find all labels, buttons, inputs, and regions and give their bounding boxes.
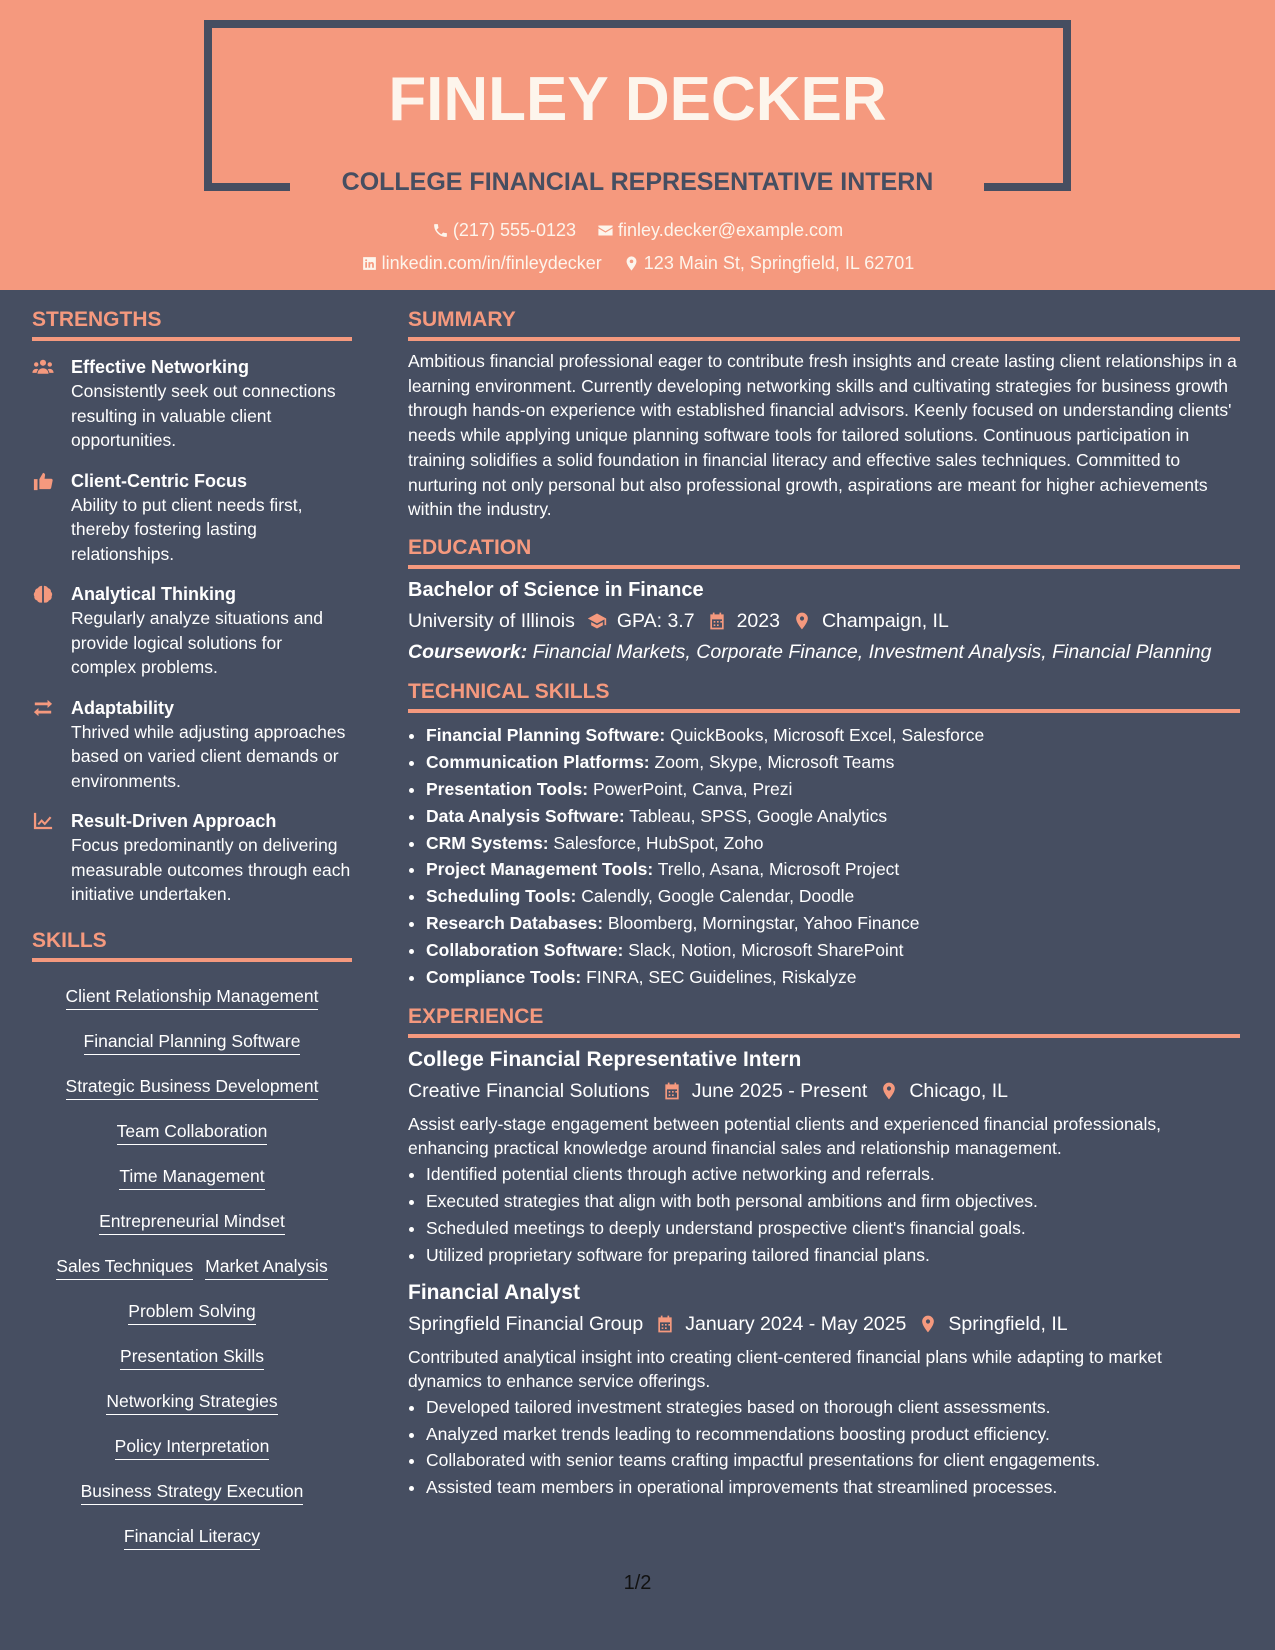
address-contact — [623, 253, 915, 274]
map-pin-icon — [623, 255, 640, 272]
technical-skill-label: Project Management Tools: — [426, 859, 654, 880]
strength-title: Client-Centric Focus — [71, 470, 248, 491]
technical-skill-label: Presentation Tools: — [426, 778, 589, 799]
skills-list — [32, 976, 352, 1561]
brain-icon — [32, 584, 56, 604]
skill-tag: Presentation Skills — [120, 1346, 264, 1370]
address-text: 123 Main St, Springfield, IL 62701 — [643, 253, 915, 273]
strength-title: Adaptability — [71, 697, 175, 718]
skill-tag: Financial Planning Software — [84, 1031, 301, 1055]
education-year — [707, 610, 780, 633]
skills-row — [32, 1066, 352, 1111]
technical-skill-label: Financial Planning Software: — [426, 724, 666, 745]
email-contact[interactable] — [597, 220, 843, 241]
location-text: Springfield, IL — [948, 1312, 1068, 1335]
technical-skill-item — [426, 964, 1240, 991]
skill-tag: Time Management — [119, 1166, 264, 1190]
exchange-icon — [32, 698, 56, 718]
education-school — [408, 610, 575, 633]
strength-item — [32, 696, 352, 794]
technical-skill-item — [426, 856, 1240, 883]
skills-row — [32, 1381, 352, 1426]
location-text: Chicago, IL — [909, 1079, 1008, 1102]
strength-desc: Ability to put client needs first, thereby fostering lasting relationships. — [71, 494, 303, 564]
job-dates — [655, 1313, 906, 1336]
strength-title: Analytical Thinking — [71, 584, 237, 604]
skill-tag: Policy Interpretation — [115, 1436, 270, 1460]
skills-row — [32, 1156, 352, 1201]
map-pin-icon — [879, 1081, 899, 1101]
technical-skill-label: Compliance Tools: — [426, 967, 582, 988]
job-title: College Financial Representative Intern — [408, 1047, 802, 1071]
job-bullet: • Collaborated with senior teams crafting impactful presentations for client engagements. — [426, 1447, 1240, 1474]
technical-skill-label: Scheduling Tools: — [426, 886, 577, 907]
strength-desc: Focus predominantly on delivering measurable outcomes through each initiative undertaken. — [71, 835, 351, 904]
technical-skill-item — [426, 937, 1240, 964]
contact-line-1 — [0, 220, 1275, 244]
contact-line-2 — [0, 253, 1275, 277]
education-location — [792, 610, 949, 633]
skills-row — [32, 1291, 352, 1336]
skills-heading: SKILLS — [32, 929, 352, 962]
job-bullet: • Utilized proprietary software for preparing tailored financial plans. — [426, 1242, 1240, 1269]
page-number: 1/2 — [623, 1572, 652, 1594]
school-text: University of Illinois — [408, 609, 575, 632]
gpa-text: GPA: 3.7 — [616, 609, 695, 632]
technical-skill-label: Data Analysis Software: — [426, 805, 625, 826]
technical-skill-item — [426, 803, 1240, 830]
job-bullet: • Scheduled meetings to deeply understand prospective client's financial goals. — [426, 1215, 1240, 1242]
experience-heading: EXPERIENCE — [408, 1005, 1240, 1038]
email-text: finley.decker@example.com — [618, 220, 844, 240]
technical-skill-label: Research Databases: — [426, 913, 604, 934]
technical-skills-heading: TECHNICAL SKILLS — [408, 680, 1240, 713]
skills-row — [32, 1021, 352, 1066]
coursework-text: Financial Markets, Corporate Finance, Investment Analysis, Financial Planning — [532, 640, 1212, 663]
technical-skill-item — [426, 830, 1240, 857]
strength-title: Result-Driven Approach — [71, 811, 277, 831]
technical-skill-value: Trello, Asana, Microsoft Project — [657, 859, 900, 880]
technical-skill-value: PowerPoint, Canva, Prezi — [592, 778, 793, 799]
job-title: Financial Analyst — [408, 1280, 580, 1304]
coursework-label: Coursework: — [408, 640, 528, 663]
skills-row — [32, 1111, 352, 1156]
skill-tag: Business Strategy Execution — [81, 1481, 304, 1505]
strength-desc: Consistently seek out connections resulting in valuable client opportunities. — [71, 381, 336, 450]
linkedin-contact[interactable] — [361, 253, 602, 274]
skill-tag: Strategic Business Development — [66, 1076, 319, 1100]
technical-skill-item — [426, 776, 1240, 803]
technical-skill-label: Collaboration Software: — [426, 940, 624, 961]
job-company — [408, 1313, 643, 1336]
resume-header — [0, 0, 1275, 290]
technical-skill-item — [426, 749, 1240, 776]
experience-entry — [408, 1048, 1240, 1269]
location-text: Champaign, IL — [821, 609, 949, 632]
coursework — [408, 641, 1240, 664]
phone-icon — [432, 222, 449, 239]
skills-row — [32, 1201, 352, 1246]
technical-skill-value: Slack, Notion, Microsoft SharePoint — [628, 940, 904, 961]
strength-title: Effective Networking — [71, 357, 250, 377]
job-bullet: • Developed tailored investment strategies based on thorough client assessments. — [426, 1394, 1240, 1421]
technical-skill-value: Zoom, Skype, Microsoft Teams — [654, 751, 895, 772]
education-gpa — [587, 610, 695, 633]
technical-skill-label: CRM Systems: — [426, 832, 549, 853]
job-location — [879, 1080, 1008, 1103]
technical-skill-value: Salesforce, HubSpot, Zoho — [553, 832, 764, 853]
calendar-icon — [707, 611, 727, 631]
graduation-cap-icon — [587, 611, 607, 631]
technical-skill-item — [426, 883, 1240, 910]
strength-item — [32, 582, 352, 680]
technical-skills-list — [408, 722, 1240, 991]
technical-skill-item — [426, 910, 1240, 937]
summary-heading: SUMMARY — [408, 308, 1240, 341]
calendar-icon — [662, 1081, 682, 1101]
company-text: Creative Financial Solutions — [408, 1079, 650, 1102]
education-meta — [408, 610, 1240, 633]
skill-tag: Market Analysis — [205, 1256, 328, 1280]
linkedin-icon — [361, 255, 378, 272]
technical-skill-label: Communication Platforms: — [426, 751, 650, 772]
candidate-role: COLLEGE FINANCIAL REPRESENTATIVE INTERN — [341, 168, 934, 196]
experience-entry — [408, 1281, 1240, 1502]
skill-tag: Sales Techniques — [56, 1256, 193, 1280]
technical-skill-value: FINRA, SEC Guidelines, Riskalyze — [586, 967, 857, 988]
education-degree: Bachelor of Science in Finance — [408, 578, 704, 601]
skills-row — [32, 1336, 352, 1381]
job-description: Contributed analytical insight into creating client-centered financial plans while adapting to market dynamics to enhance service offerings. — [408, 1346, 1162, 1392]
job-bullets — [408, 1394, 1240, 1502]
job-description: Assist early-stage engagement between potential clients and experienced financial professionals, enhancing practical knowledge around financial sales and relationship management. — [408, 1113, 1161, 1159]
skill-tag: Entrepreneurial Mindset — [99, 1211, 285, 1235]
skill-tag: Financial Literacy — [124, 1526, 260, 1550]
skill-tag: Problem Solving — [128, 1301, 255, 1325]
strength-desc: Thrived while adjusting approaches based on varied client demands or environments. — [71, 721, 346, 791]
thumbs-up-icon — [32, 471, 56, 491]
left-column — [32, 290, 352, 1561]
job-location — [918, 1313, 1067, 1336]
map-pin-icon — [792, 611, 812, 631]
summary-text: Ambitious financial professional eager to contribute fresh insights and create lasting client relationships in a learning environment. Currently developing networking skills and cultivating strategies for business growth through hands-on experience with established financial advisors. Keenly focused on understanding clients' needs while applying unique planning software tools for tailored solutions. Continuous participation in training solidifies a solid foundation in financial literacy and effective sales techniques. Committed to nurturing not only personal but also professional growth, aspirations are meant for higher achievements within the industry. — [408, 351, 1237, 520]
strength-item — [32, 809, 352, 907]
skill-tag: Team Collaboration — [117, 1121, 268, 1145]
skill-tag: Networking Strategies — [106, 1391, 277, 1415]
job-bullets — [408, 1161, 1240, 1269]
technical-skill-value: Bloomberg, Morningstar, Yahoo Finance — [607, 913, 920, 934]
strength-item — [32, 469, 352, 567]
linkedin-text: linkedin.com/in/finleydecker — [381, 253, 602, 273]
dates-text: June 2025 - Present — [691, 1079, 868, 1102]
year-text: 2023 — [736, 609, 780, 632]
job-company — [408, 1080, 650, 1103]
company-text: Springfield Financial Group — [408, 1312, 644, 1335]
skills-row — [32, 1246, 352, 1291]
skills-row — [32, 1426, 352, 1471]
technical-skill-value: Tableau, SPSS, Google Analytics — [629, 805, 888, 826]
dates-text: January 2024 - May 2025 — [685, 1312, 907, 1335]
technical-skill-value: QuickBooks, Microsoft Excel, Salesforce — [670, 724, 985, 745]
job-meta — [408, 1313, 1240, 1336]
skills-row — [32, 1471, 352, 1516]
experience-list — [408, 1048, 1240, 1501]
phone-text: (217) 555-0123 — [452, 220, 577, 240]
map-pin-icon — [918, 1314, 938, 1334]
technical-skill-item — [426, 722, 1240, 749]
strength-desc: Regularly analyze situations and provide logical solutions for complex problems. — [71, 608, 323, 677]
users-icon — [32, 357, 56, 377]
job-bullet: • Analyzed market trends leading to recommendations boosting product efficiency. — [426, 1421, 1240, 1448]
candidate-name: FINLEY DECKER — [388, 65, 887, 134]
job-dates — [662, 1080, 868, 1103]
right-column — [408, 290, 1240, 1501]
job-bullet: • Executed strategies that align with both personal ambitions and firm objectives. — [426, 1188, 1240, 1215]
skills-row — [32, 1516, 352, 1561]
chart-line-icon — [32, 811, 56, 831]
envelope-icon — [597, 222, 614, 239]
skills-row — [32, 976, 352, 1021]
job-bullet: • Identified potential clients through active networking and referrals. — [426, 1161, 1240, 1188]
calendar-icon — [655, 1314, 675, 1334]
technical-skill-value: Calendly, Google Calendar, Doodle — [581, 886, 855, 907]
strengths-heading: STRENGTHS — [32, 308, 352, 341]
job-bullet: • Assisted team members in operational improvements that streamlined processes. — [426, 1474, 1240, 1501]
job-meta — [408, 1080, 1240, 1103]
phone-contact[interactable] — [432, 220, 576, 241]
strengths-list — [32, 355, 352, 907]
skill-tag: Client Relationship Management — [66, 986, 319, 1010]
strength-item — [32, 355, 352, 453]
education-heading: EDUCATION — [408, 536, 1240, 569]
